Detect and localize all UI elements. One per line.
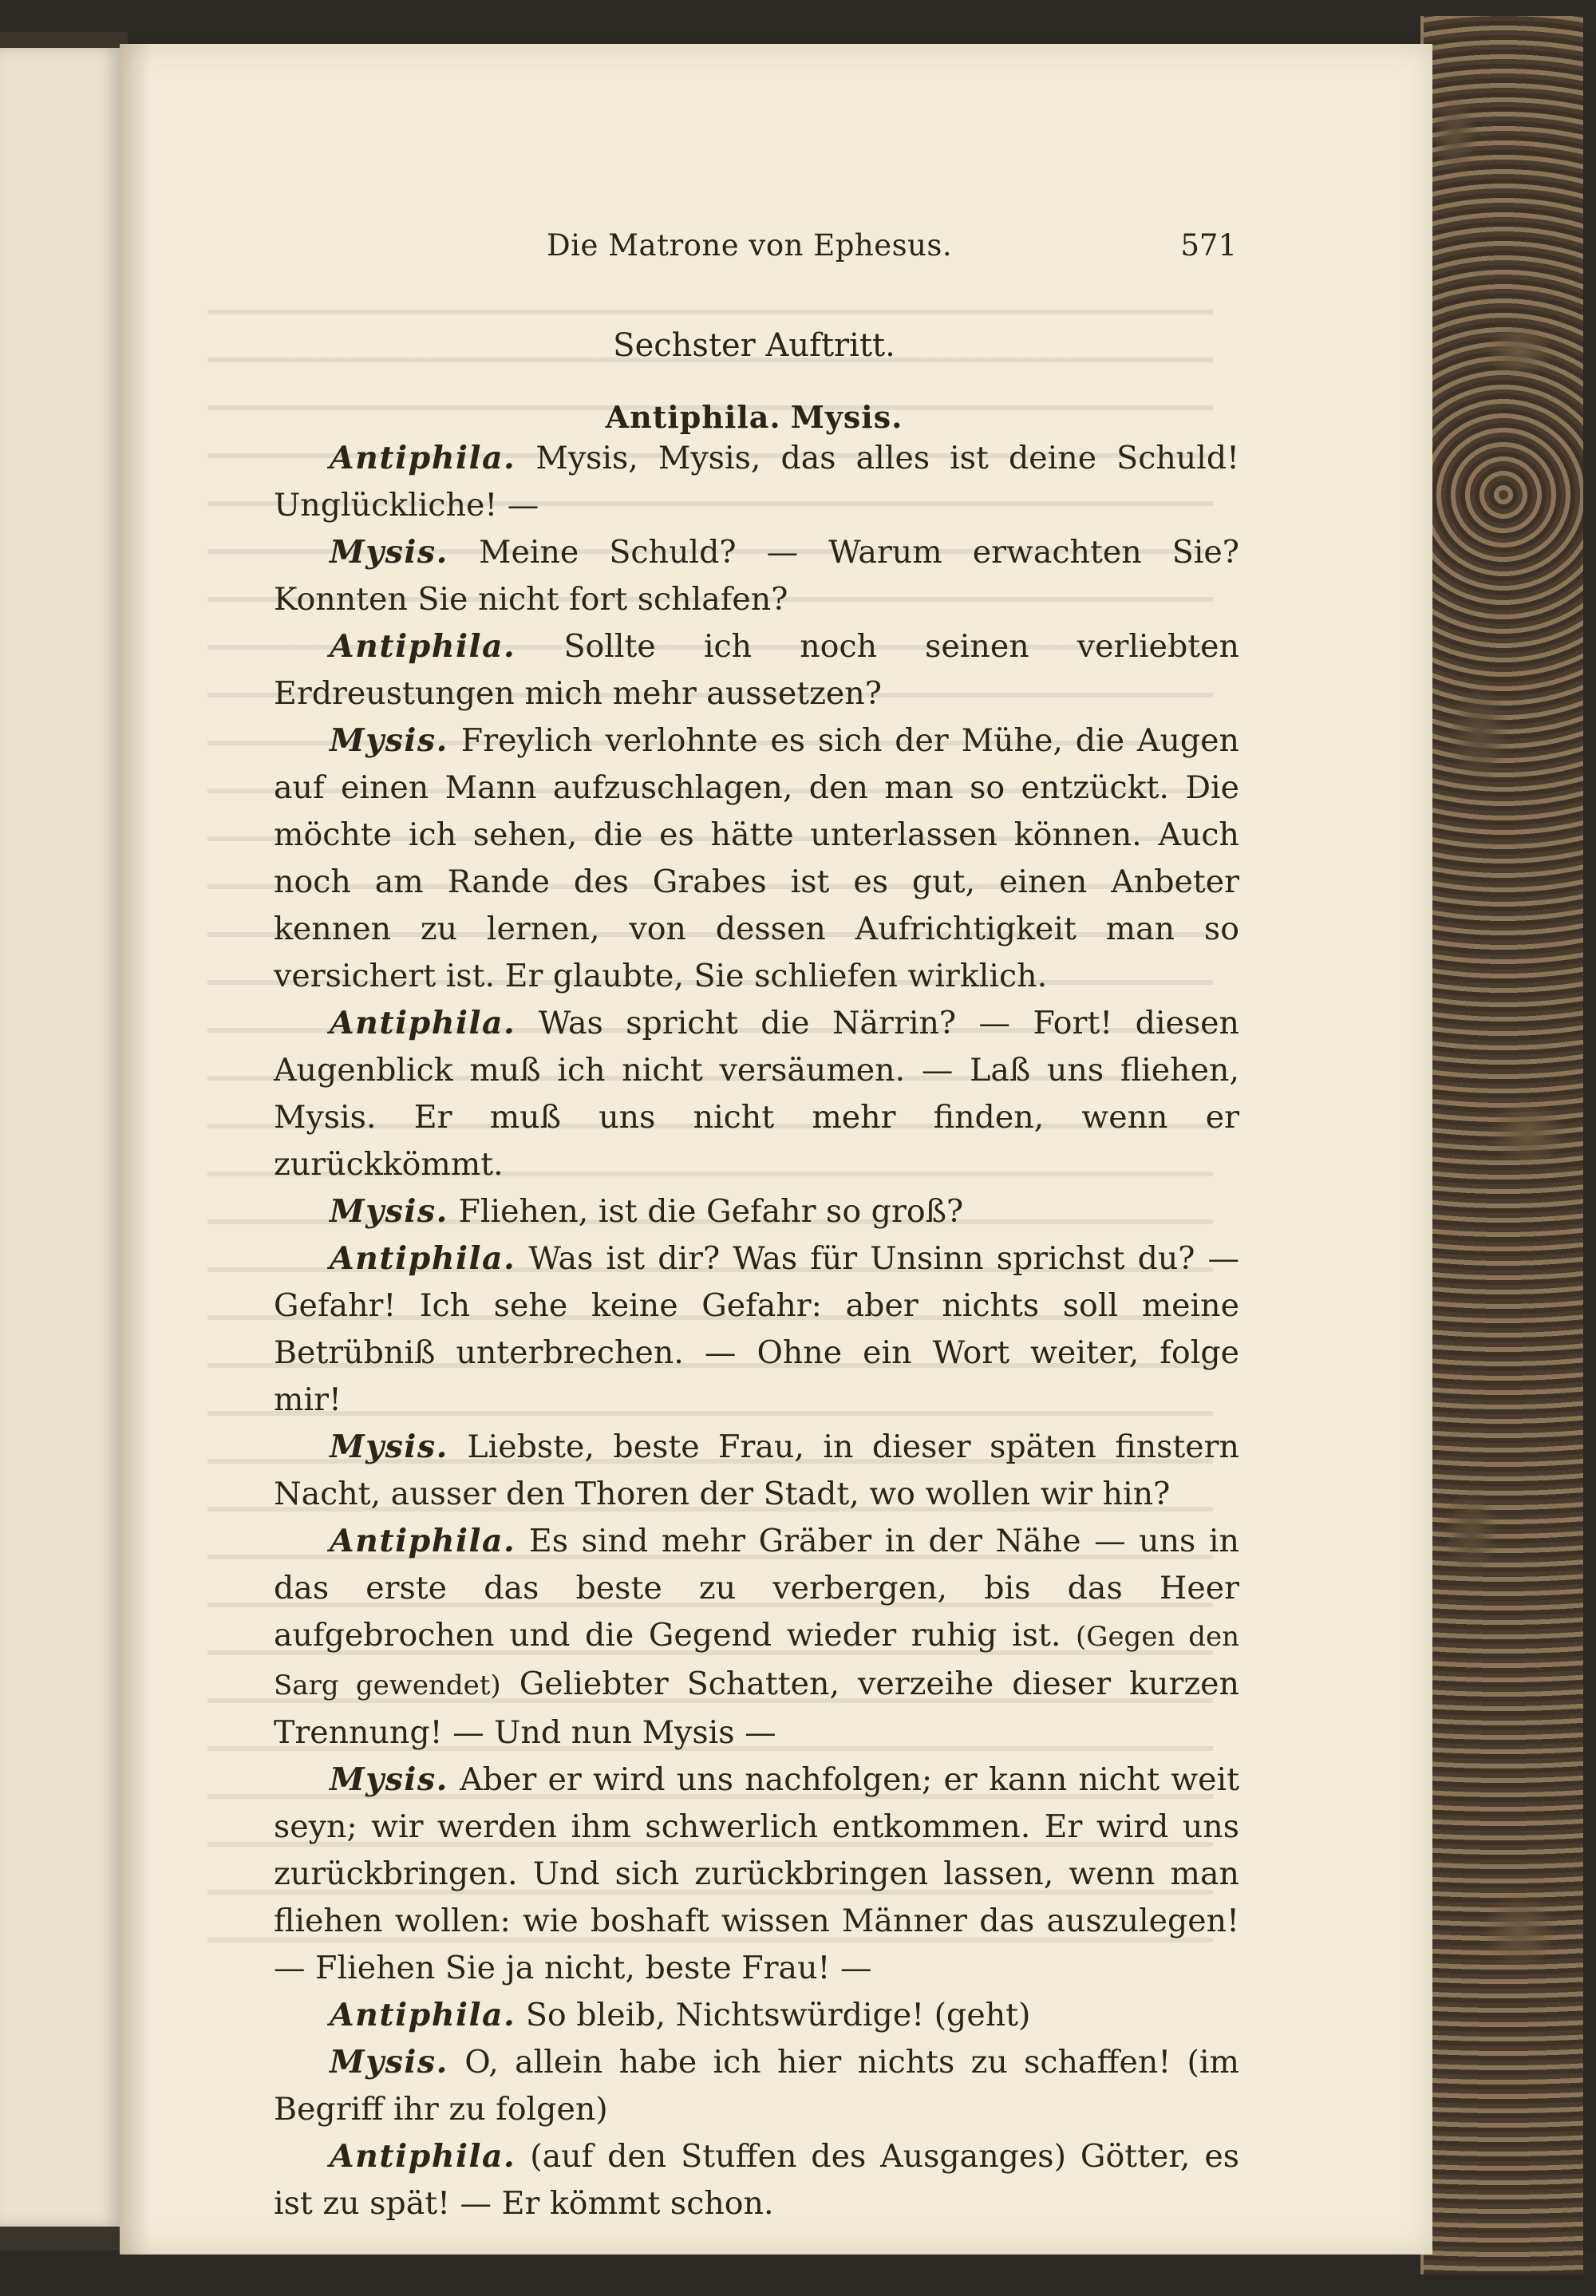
marbled-cover: [1420, 16, 1583, 2274]
speaker-name: Mysis.: [330, 1193, 448, 1230]
scan-top-edge: [0, 0, 1596, 32]
speech-text: Was ist dir? Was für Unsinn sprichst du? — Gefahr! Ich sehe keine Gefahr: aber nichts soll meine Betrübniß unterbrechen. — Ohne ein Wort weiter, folge mir!: [274, 1240, 1240, 1418]
speech-text: Freylich verlohnte es sich der Mühe, die Augen auf einen Mann aufzuschlagen, den man so entzückt. Die möchte ich sehen, die es hätte unterlassen können. Auch noch am Rande des Grabes ist es gut, einen Anbeter kennen zu lernen, von dessen Aufrichtigkeit man so versichert ist. Er glaubte, Sie schliefen wirklich.: [274, 722, 1239, 994]
speaker-name: Antiphila.: [330, 1997, 516, 2033]
speaker-name: Antiphila.: [330, 440, 516, 476]
speech: [274, 1757, 1239, 1992]
speech: [274, 1424, 1239, 1518]
speech-text: So bleib, Nichtswürdige! (geht): [525, 1997, 1031, 2033]
speech-text: Meine Schuld? — Warum erwachten Sie? Konnten Sie nicht fort schlafen?: [274, 534, 1239, 618]
speaker-name: Mysis.: [330, 534, 448, 571]
speaker-name: Antiphila.: [330, 1523, 516, 1559]
speech-text: (auf den Stuffen des Ausganges) Götter, es ist zu spät! — Er kömmt schon.: [274, 2138, 1239, 2222]
running-title: Die Matrone von Ephesus.: [547, 228, 953, 263]
speech-text: Es sind mehr Gräber in der Nähe — uns in das erste das beste zu verbergen, bis das Heer aufgebrochen und die Gegend wieder ruhig ist.: [274, 1523, 1240, 1654]
speech-text: Aber er wird uns nachfolgen; er kann nicht weit seyn; wir werden ihm schwerlich entkommen. Er wird uns zurückbringen. Und sich zurückbringen lassen, wenn man fliehen wollen: wie boshaft wissen Männer das auszulegen! — Fliehen Sie ja nicht, beste Frau! —: [274, 1761, 1239, 1986]
speech-text-continued: Geliebter Schatten, verzeihe dieser kurzen Trennung! — Und nun Mysis —: [274, 1666, 1240, 1751]
speaker-name: Antiphila.: [330, 628, 516, 665]
speech-text: Sollte ich noch seinen verliebten Erdreustungen mich mehr aussetzen?: [274, 628, 1239, 712]
running-header: [271, 228, 1237, 268]
left-page-edge: [0, 48, 122, 2227]
speech-text: Liebste, beste Frau, in dieser späten finstern Nacht, ausser den Thoren der Stadt, wo wollen wir hin?: [274, 1429, 1239, 1512]
speech: [274, 2133, 1239, 2227]
scan-bottom-edge: [0, 2251, 1596, 2296]
speech: [274, 529, 1239, 623]
character-mysis: Mysis.: [790, 399, 903, 435]
character-list: [271, 399, 1237, 435]
speech: [274, 623, 1239, 717]
speaker-name: Mysis.: [330, 1761, 448, 1798]
speech-text: Was spricht die Närrin? — Fort! diesen Augenblick muß ich nicht versäumen. — Laß uns fliehen, Mysis. Er muß uns nicht mehr finden, wenn er zurückkömmt.: [274, 1005, 1239, 1183]
stage-direction: (Gegen den Sarg gewendet): [274, 1621, 1239, 1701]
speaker-name: Mysis.: [330, 722, 448, 759]
speech: [274, 1518, 1239, 1757]
scene-title: Sechster Auftritt.: [613, 327, 895, 364]
speech: [274, 2039, 1239, 2133]
speech: [274, 1188, 1239, 1235]
speaker-name: Antiphila.: [330, 1005, 516, 1041]
page-number: 571: [1180, 228, 1237, 263]
speech: [274, 1992, 1239, 2039]
speech-text: O, allein habe ich hier nichts zu schaffen! (im Begriff ihr zu folgen): [274, 2044, 1239, 2128]
dialogue-body: [274, 435, 1239, 2227]
speech-text: Mysis, Mysis, das alles ist deine Schuld! Unglückliche! —: [274, 440, 1239, 524]
speaker-name: Antiphila.: [330, 2138, 516, 2175]
speaker-name: Antiphila.: [330, 1240, 516, 1277]
character-antiphila: Antiphila.: [605, 399, 781, 435]
speaker-name: Mysis.: [330, 1429, 448, 1465]
speech: [274, 1000, 1239, 1188]
speech: [274, 1235, 1239, 1424]
speaker-name: Mysis.: [330, 2044, 448, 2081]
speech: [274, 435, 1239, 529]
speech: [274, 717, 1239, 1000]
speech-text: Fliehen, ist die Gefahr so groß?: [458, 1193, 964, 1230]
